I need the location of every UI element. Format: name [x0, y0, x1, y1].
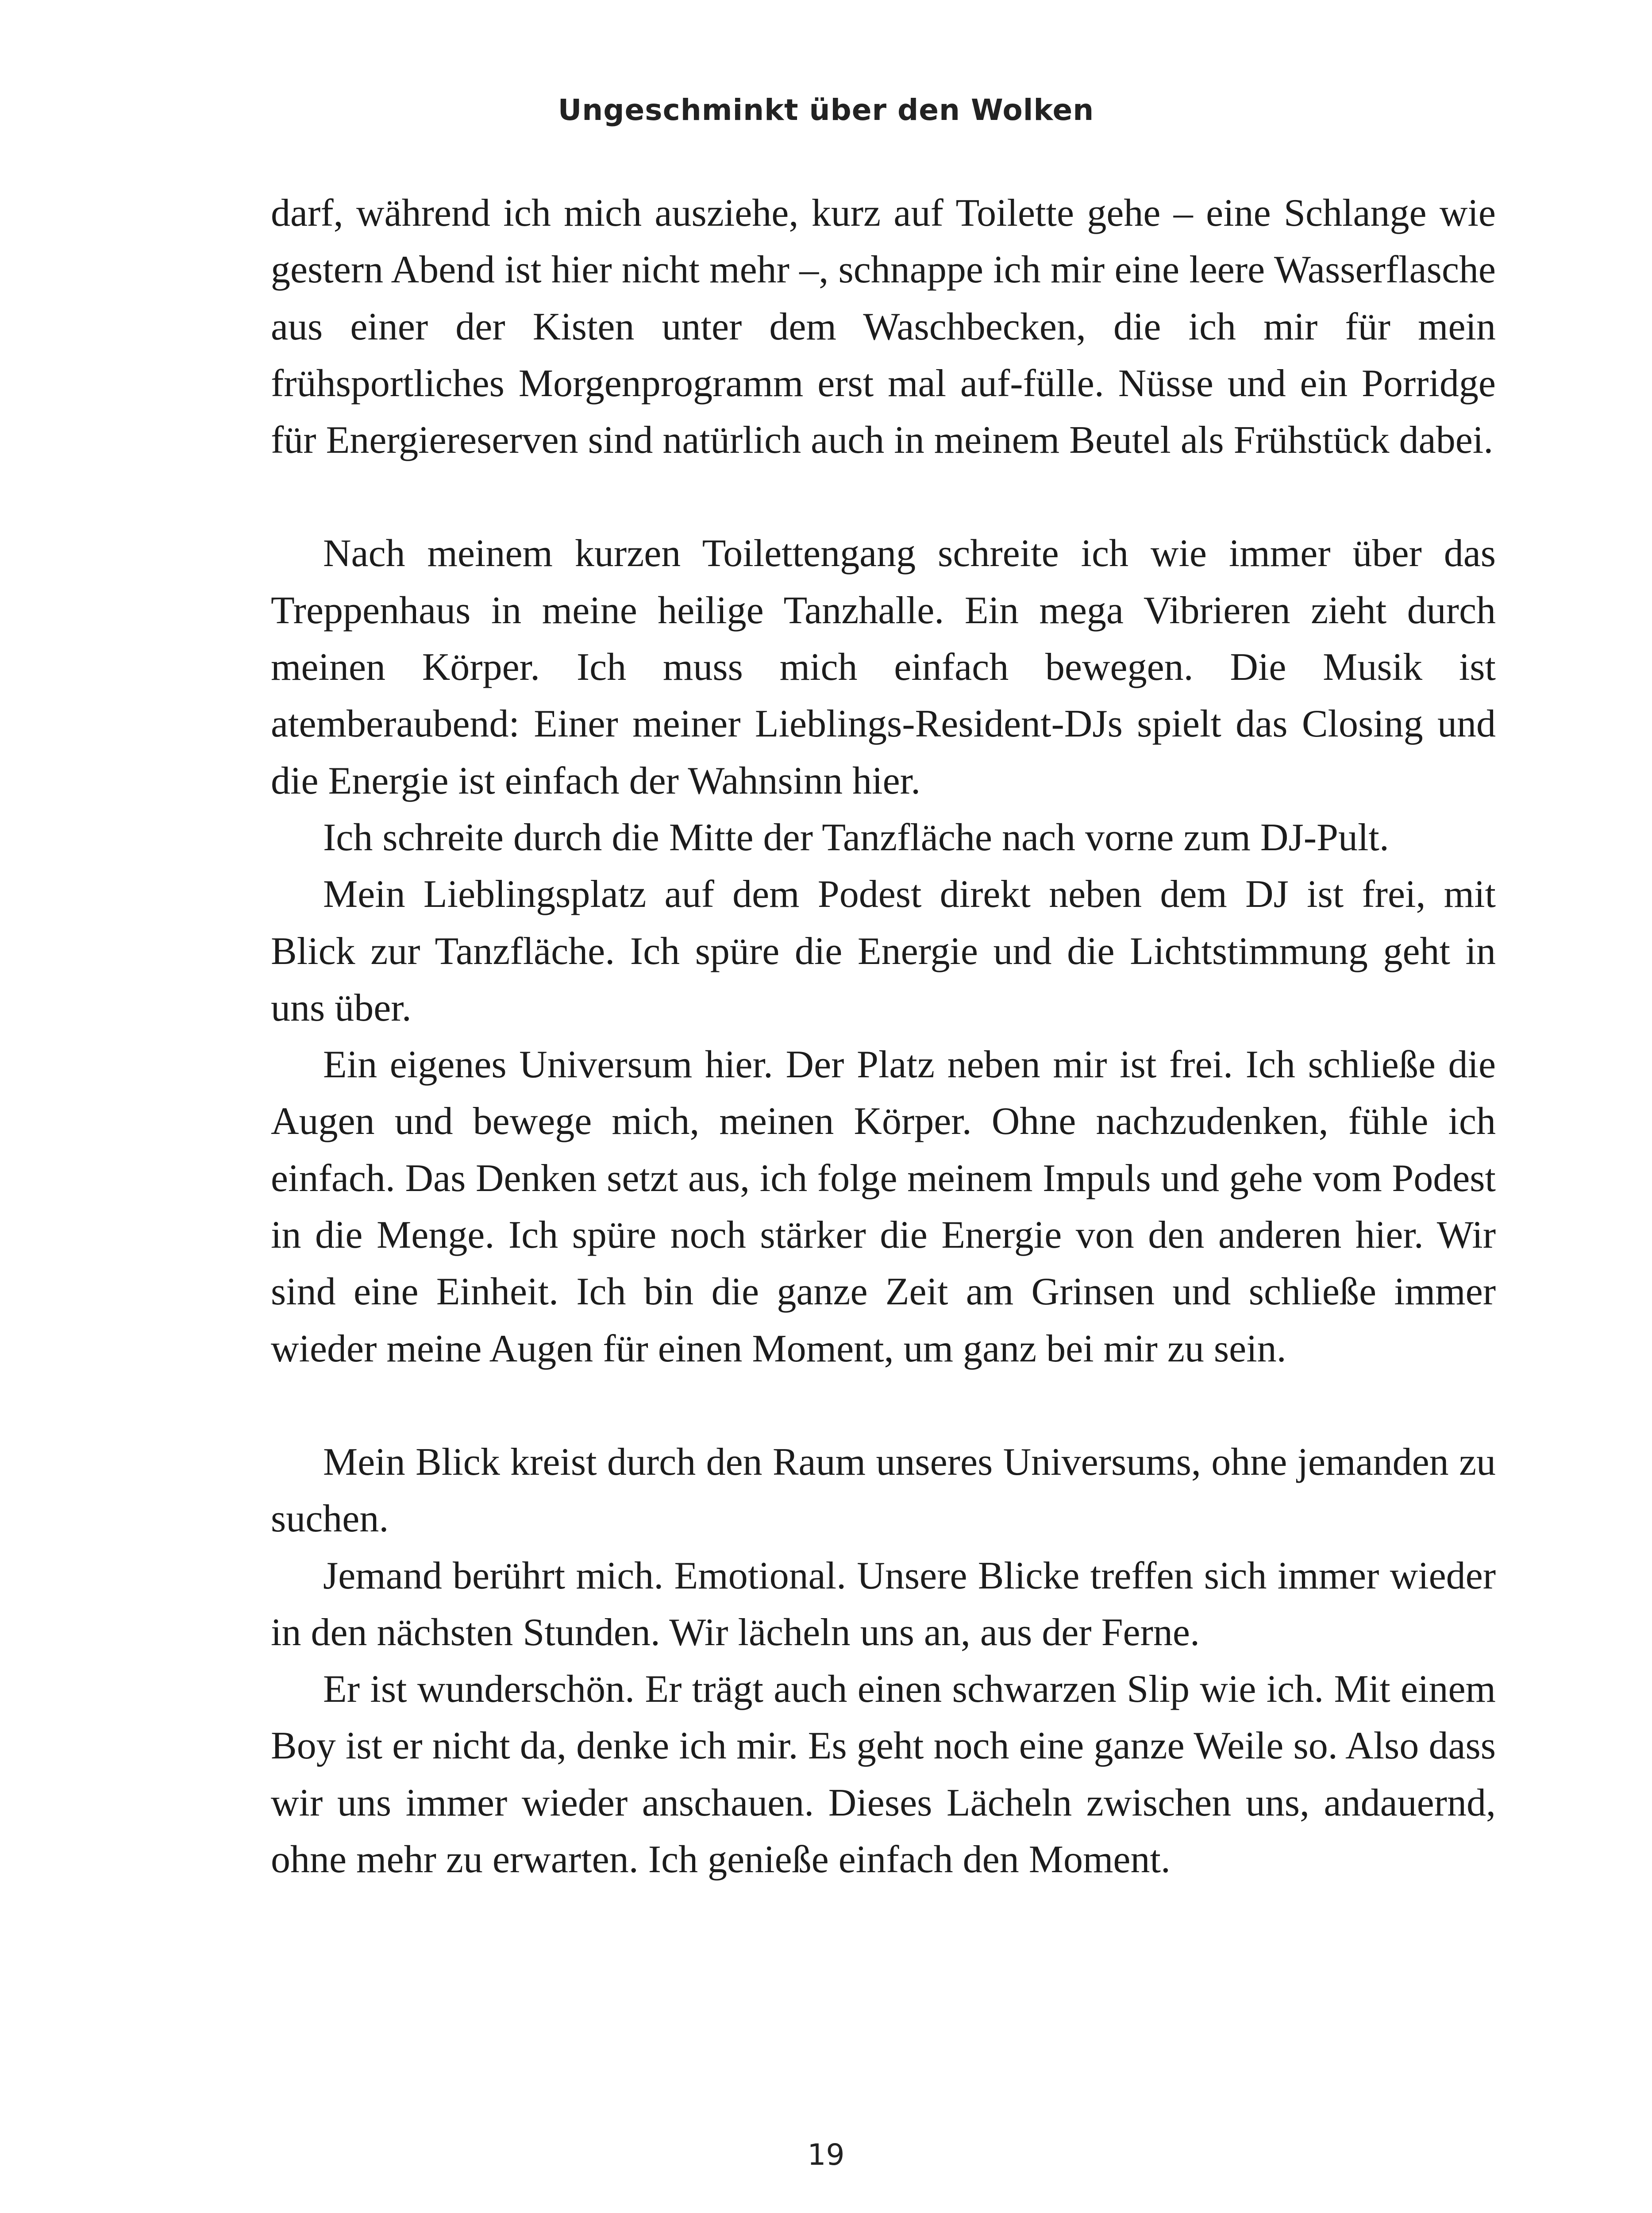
paragraph: Ein eigenes Universum hier. Der Platz neben mir ist frei. Ich schließe die Augen und bewege mich, meinen Körper. Ohne nachzudenken, fühle ich einfach. Das Denken setzt aus, ich folge meinem Impuls und gehe vom Podest in die Menge. Ich spüre noch stärker die Energie von den anderen hier. Wir sind eine Einheit. Ich bin die ganze Zeit am Grinsen und schließe immer wieder meine Augen für einen Moment, um ganz bei mir zu sein.	[271, 1043, 1496, 1370]
paragraph: Er ist wunderschön. Er trägt auch einen schwarzen Slip wie ich. Mit einem Boy ist er nicht da, denke ich mir. Es geht noch eine ganze Weile so. Also dass wir uns immer wieder anschauen. Dieses Lächeln zwischen uns, andauernd, ohne mehr zu erwarten. Ich genieße einfach den Moment.	[271, 1668, 1496, 1881]
paragraph: Jemand berührt mich. Emotional. Unsere Blicke treffen sich immer wieder in den nächsten Stunden. Wir lächeln uns an, aus der Ferne.	[271, 1554, 1496, 1654]
paragraph: Ich schreite durch die Mitte der Tanzfläche nach vorne zum DJ-Pult.	[323, 816, 1389, 859]
body-text	[271, 185, 1496, 1888]
page-number: 19	[807, 2138, 845, 2172]
running-title: Ungeschminkt über den Wolken	[558, 93, 1094, 127]
paragraph: Mein Lieblingsplatz auf dem Podest direkt neben dem DJ ist frei, mit Blick zur Tanzfläche. Ich spüre die Energie und die Lichtstimmung geht in uns über.	[271, 873, 1496, 1029]
paragraph: Mein Blick kreist durch den Raum unseres Universums, ohne jemanden zu suchen.	[271, 1440, 1496, 1541]
paragraph: darf, während ich mich ausziehe, kurz auf Toilette gehe – eine Schlange wie gestern Abend ist hier nicht mehr –, schnappe ich mir eine leere Wasserflasche aus einer der Kisten unter dem Waschbecken, die ich mir für mein frühsportliches Morgenprogramm erst mal auf-fülle. Nüsse und ein Porridge für Energiereserven sind natürlich auch in meinem Beutel als Frühstück dabei.	[271, 192, 1496, 462]
paragraph: Nach meinem kurzen Toilettengang schreite ich wie immer über das Treppenhaus in meine heilige Tanzhalle. Ein mega Vibrieren zieht durch meinen Körper. Ich muss mich einfach bewegen. Die Musik ist atemberaubend: Einer meiner Lieblings-Resident-DJs spielt das Closing und die Energie ist einfach der Wahnsinn hier.	[271, 532, 1496, 802]
